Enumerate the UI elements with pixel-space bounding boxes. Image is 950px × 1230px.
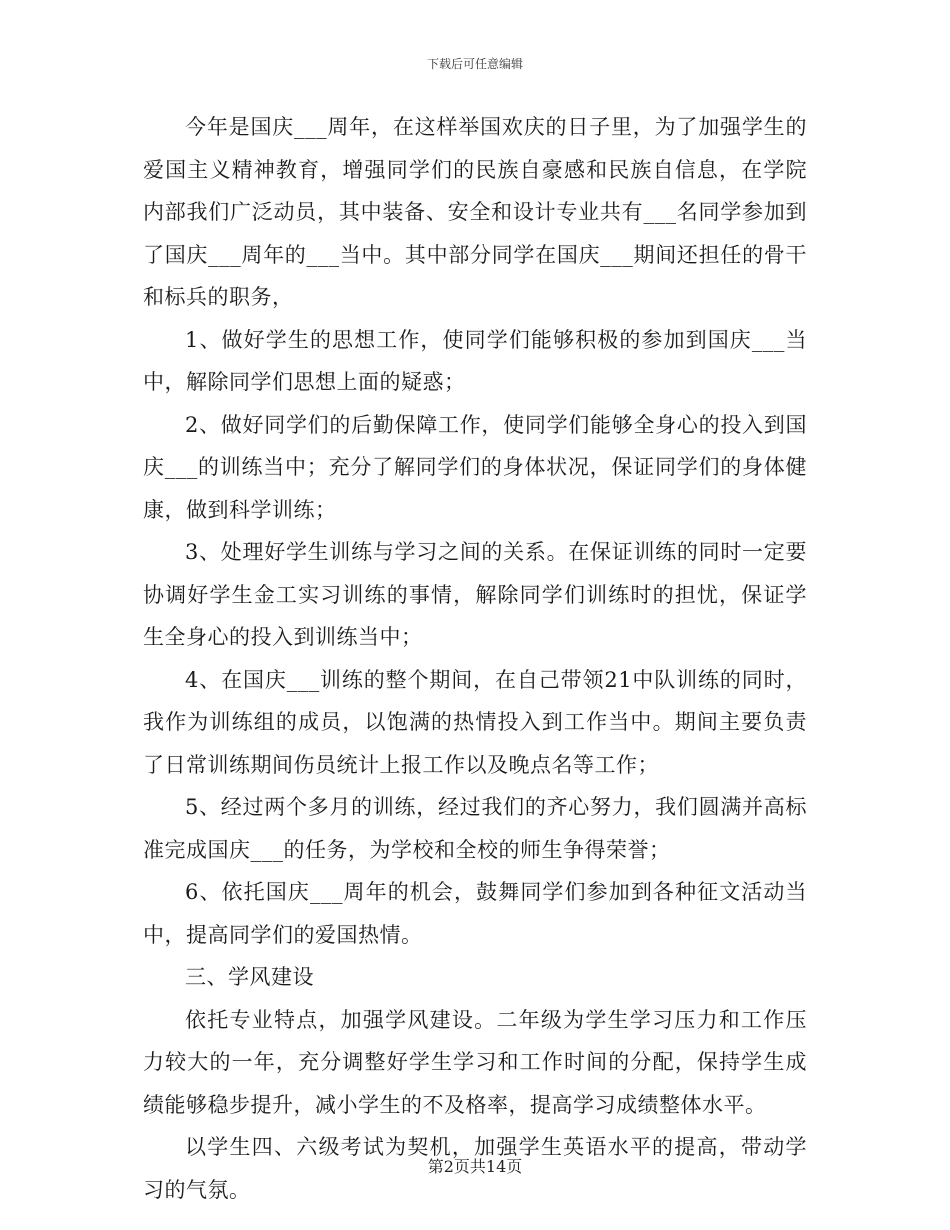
page-header-note: 下载后可任意编辑: [426, 57, 523, 71]
paragraph-item-5: 5、经过两个多月的训练，经过我们的齐心努力，我们圆满并高标准完成国庆___的任务，为学校和全校的师生争得荣誉；: [143, 795, 807, 862]
paragraph-item-3: 3、处理好学生训练与学习之间的关系。在保证训练的同时一定要协调好学生金工实习训练的事情，解除同学们训练时的担忧，保证学生全身心的投入到训练当中；: [143, 540, 807, 649]
section-heading-study-style: 三、学风建设: [185, 965, 314, 989]
paragraph-english-exam: 以学生四、六级考试为契机，加强学生英语水平的提高，带动学习的气氛。: [143, 1135, 807, 1202]
paragraph-study-style: 依托专业特点，加强学风建设。二年级为学生学习压力和工作压力较大的一年，充分调整好学生学习和工作时间的分配，保持学生成绩能够稳步提升，减小学生的不及格率，提高学习成绩整体水平。: [143, 1007, 807, 1117]
paragraph-item-2: 2、做好同学们的后勤保障工作，使同学们能够全身心的投入到国庆___的训练当中；充分了解同学们的身体状况，保证同学们的身体健康，做到科学训练；: [143, 412, 807, 522]
paragraph-item-1: 1、做好学生的思想工作，使同学们能够积极的参加到国庆___当中，解除同学们思想上面的疑惑；: [143, 327, 807, 394]
paragraph-item-6: 6、依托国庆___周年的机会，鼓舞同学们参加到各种征文活动当中，提高同学们的爱国热情。: [143, 880, 807, 947]
paragraph-intro: 今年是国庆___周年，在这样举国欢庆的日子里，为了加强学生的爱国主义精神教育，增强同学们的民族自豪感和民族自信息，在学院内部我们广泛动员，其中装备、安全和设计专业共有___名同学参加到了国庆___周年的___当中。其中部分同学在国庆___期间还担任的骨干和标兵的职务，: [143, 115, 807, 309]
page-number: 第2页共14页: [427, 1157, 523, 1176]
paragraph-item-4: 4、在国庆___训练的整个期间，在自己带领21中队训练的同时，我作为训练组的成员，以饱满的热情投入到工作当中。期间主要负责了日常训练期间伤员统计上报工作以及晚点名等工作；: [143, 667, 807, 777]
document-body: [143, 106, 807, 1211]
